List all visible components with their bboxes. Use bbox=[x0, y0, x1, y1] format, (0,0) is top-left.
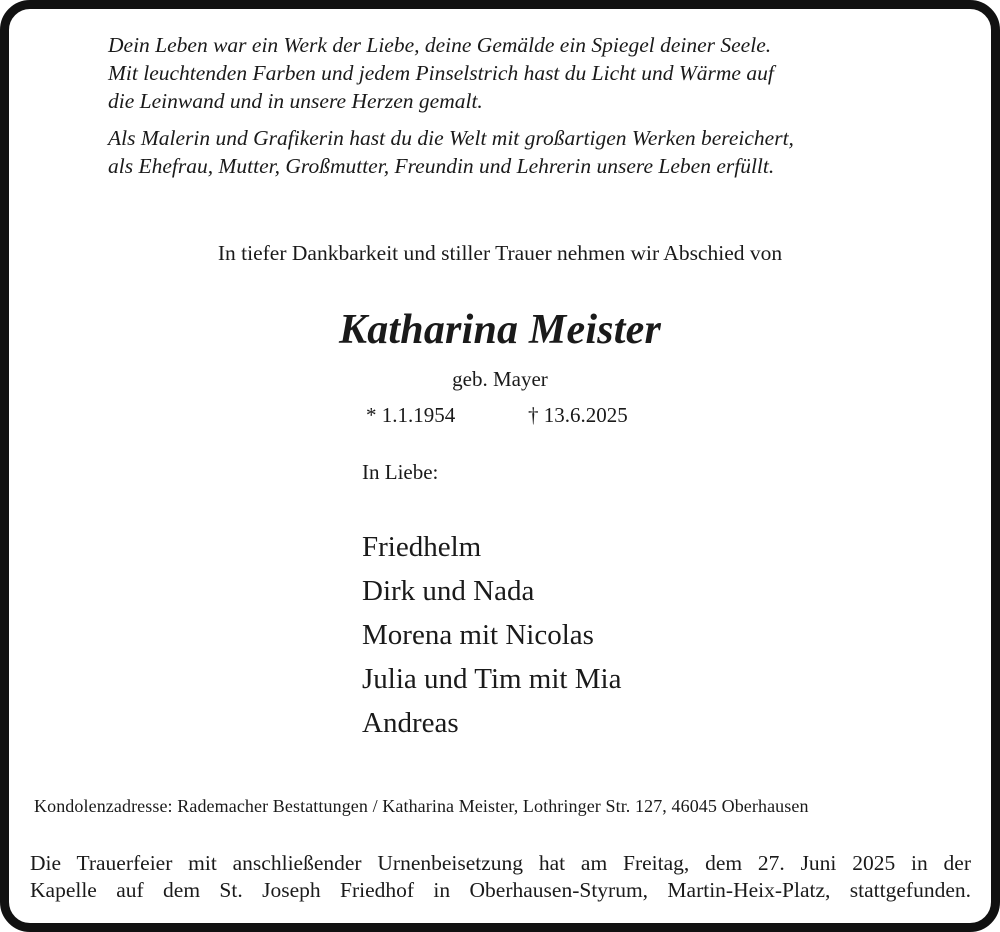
ceremony-line: Die Trauerfeier mit anschließender Urnenbeisetzung hat am Freitag, dem 27. Juni 2025 in der bbox=[30, 851, 971, 875]
poem-stanza-2 bbox=[108, 124, 794, 180]
poem-line: die Leinwand und in unsere Herzen gemalt. bbox=[108, 89, 483, 113]
farewell-intro: In tiefer Dankbarkeit und stiller Trauer nehmen wir Abschied von bbox=[217, 241, 783, 265]
mourners-list bbox=[362, 525, 621, 745]
list-item: Julia und Tim mit Mia bbox=[362, 663, 622, 695]
list-item: Andreas bbox=[362, 707, 459, 739]
ceremony-line: Kapelle auf dem St. Joseph Friedhof in Oberhausen-Styrum, Martin-Heix-Platz, stattgefunden. bbox=[30, 878, 971, 902]
ceremony-notice bbox=[30, 850, 971, 904]
poem-line: Dein Leben war ein Werk der Liebe, deine Gemälde ein Spiegel deiner Seele. bbox=[108, 33, 772, 57]
poem-line: Mit leuchtenden Farben und jedem Pinselstrich hast du Licht und Wärme auf bbox=[108, 61, 774, 85]
mourners-label: In Liebe: bbox=[362, 460, 439, 484]
list-item: Morena mit Nicolas bbox=[362, 619, 594, 651]
birth-name: geb. Mayer bbox=[452, 367, 548, 391]
list-item: Dirk und Nada bbox=[362, 575, 535, 607]
condolence-address: Kondolenzadresse: Rademacher Bestattungen / Katharina Meister, Lothringer Str. 127, 46045 Oberhausen bbox=[34, 796, 809, 816]
deceased-name: Katharina Meister bbox=[339, 307, 661, 353]
poem-stanza-1 bbox=[108, 31, 774, 115]
poem-line: als Ehefrau, Mutter, Großmutter, Freundin und Lehrerin unsere Leben erfüllt. bbox=[108, 154, 775, 178]
list-item: Friedhelm bbox=[362, 531, 482, 563]
poem-line: Als Malerin und Grafikerin hast du die Welt mit großartigen Werken bereichert, bbox=[108, 126, 794, 150]
death-date: † 13.6.2025 bbox=[528, 403, 628, 427]
birth-date: * 1.1.1954 bbox=[366, 403, 456, 427]
